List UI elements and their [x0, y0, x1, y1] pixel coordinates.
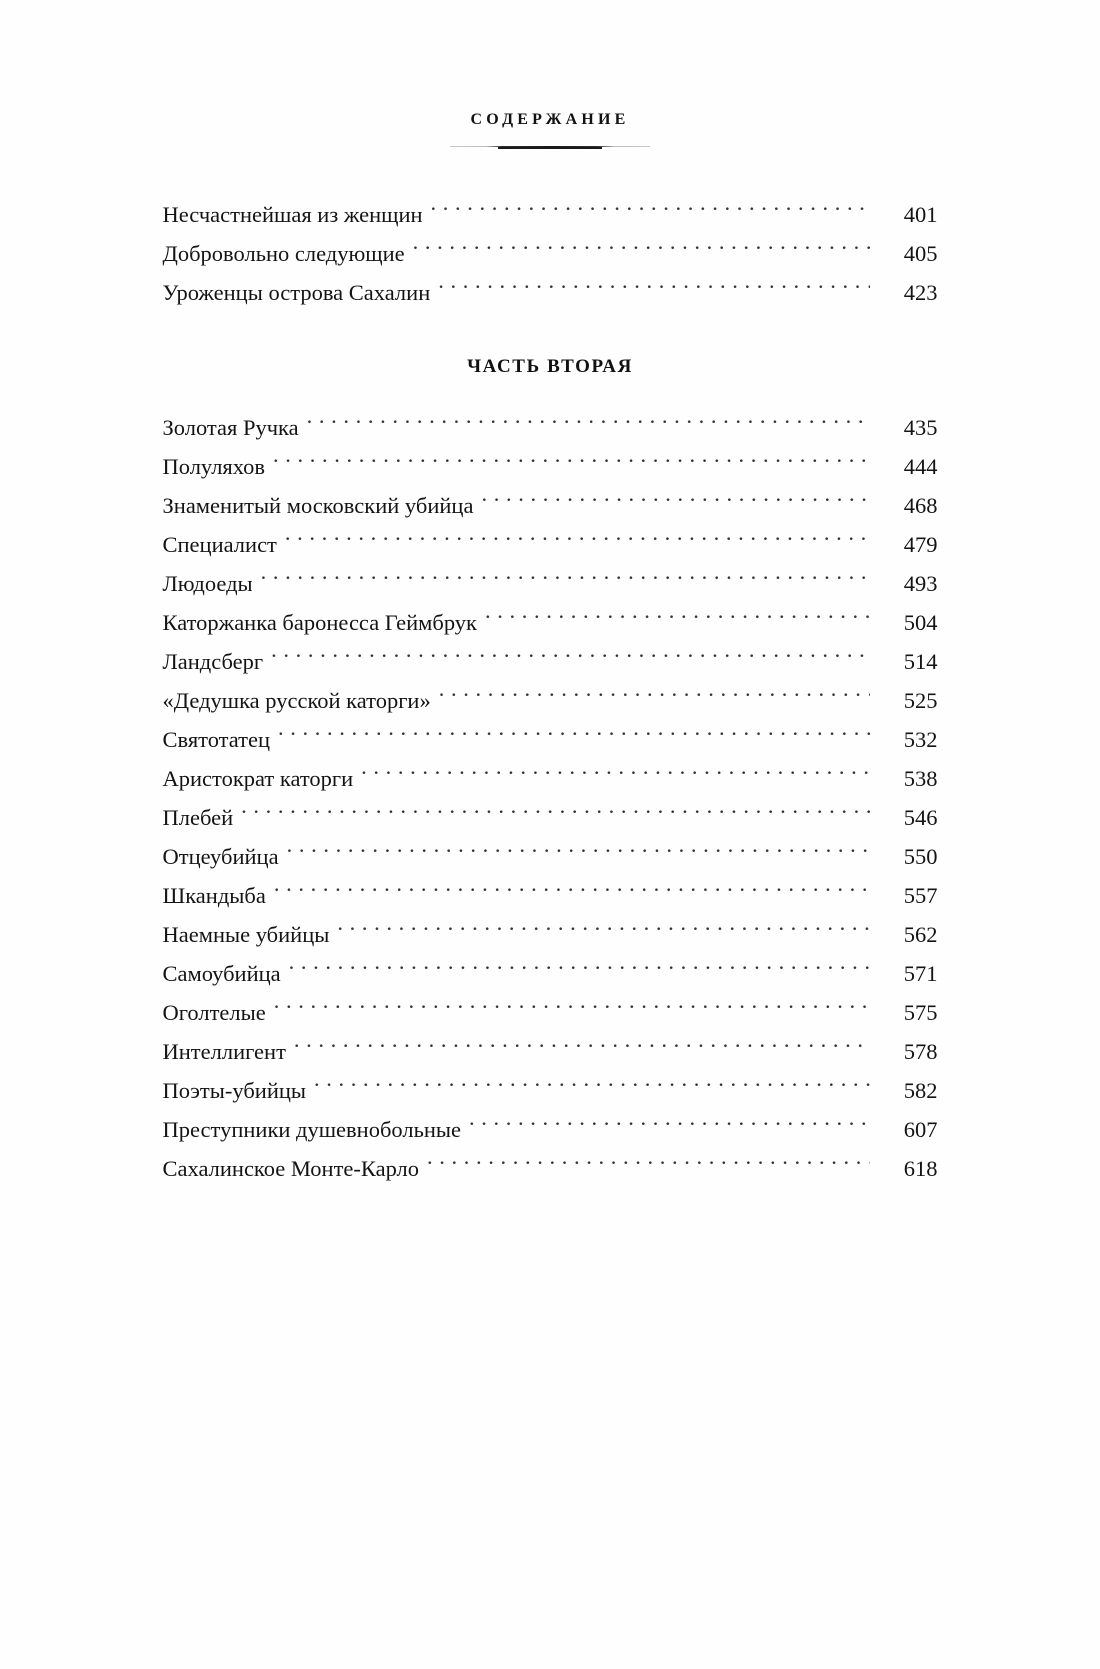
toc-entry-page: 550	[903, 844, 938, 869]
toc-entry-title: Святотатец	[162, 727, 271, 752]
toc-entry-leader	[289, 959, 870, 982]
toc-entry-leader	[438, 278, 869, 301]
toc-entry-title: «Дедушка русской каторги»	[162, 688, 431, 713]
toc-entry-page: 582	[903, 1078, 938, 1103]
toc-entry-title: Наемные убийцы	[162, 922, 330, 947]
toc-entry[interactable]	[163, 993, 938, 1032]
toc-entry-title: Шкандыба	[162, 883, 266, 908]
toc-entry-title: Плебей	[162, 805, 234, 830]
toc-entry[interactable]	[163, 837, 938, 876]
toc-entry-leader	[427, 1154, 869, 1177]
toc-entry-page: 401	[903, 202, 938, 227]
toc-entry-title: Отцеубийца	[162, 844, 279, 869]
toc-entry-leader	[271, 647, 869, 670]
toc-entry-title: Несчастнейшая из женщин	[162, 202, 423, 227]
toc-entry[interactable]	[163, 759, 938, 798]
toc-entry-title: Преступники душевнобольные	[162, 1117, 461, 1142]
part-heading: ЧАСТЬ ВТОРАЯ	[467, 356, 633, 377]
toc-entry-page: 444	[903, 454, 938, 479]
toc-entry-leader	[241, 803, 869, 826]
rule-thick-line	[498, 147, 602, 149]
toc-entry-title: Ландсберг	[162, 649, 264, 674]
header-decorative-rule	[450, 145, 650, 149]
toc-entry-page: 525	[903, 688, 938, 713]
toc-entry-page: 562	[903, 922, 938, 947]
toc-entry-page: 435	[903, 415, 938, 440]
toc-entry-page: 571	[903, 961, 938, 986]
toc-entry-page: 538	[903, 766, 938, 791]
toc-entry[interactable]	[163, 234, 938, 273]
toc-entry[interactable]	[163, 642, 938, 681]
page-title: СОДЕРЖАНИЕ	[470, 111, 630, 128]
toc-entry-page: 493	[903, 571, 938, 596]
toc-entry[interactable]	[163, 195, 938, 234]
toc-entry-page: 575	[903, 1000, 938, 1025]
toc-entry-page: 405	[903, 241, 938, 266]
toc-entry[interactable]	[163, 681, 938, 720]
toc-entry-page: 578	[903, 1039, 938, 1064]
toc-entry[interactable]	[163, 447, 938, 486]
toc-entry-leader	[337, 920, 869, 943]
toc-entry-page: 532	[903, 727, 938, 752]
toc-entry-title: Людоеды	[162, 571, 253, 596]
toc-entry[interactable]	[163, 273, 938, 312]
toc-entry-title: Уроженцы острова Сахалин	[162, 280, 431, 305]
toc-entry[interactable]	[163, 1032, 938, 1071]
toc-entry-leader	[469, 1115, 870, 1138]
toc-entry-leader	[361, 764, 869, 787]
toc-entry[interactable]	[163, 876, 938, 915]
toc-entry-page: 423	[903, 280, 938, 305]
toc-section-continued	[0, 195, 1100, 312]
toc-entry-title: Аристократ каторги	[162, 766, 354, 791]
toc-entry-title: Добровольно следующие	[162, 241, 405, 266]
toc-entry[interactable]	[163, 954, 938, 993]
toc-entry[interactable]	[163, 915, 938, 954]
toc-entry-leader	[314, 1076, 869, 1099]
toc-entry-title: Поэты-убийцы	[162, 1078, 307, 1103]
toc-entry-leader	[261, 569, 870, 592]
toc-entry-leader	[278, 725, 869, 748]
toc-entry-title: Оголтелые	[162, 1000, 266, 1025]
toc-entry-leader	[285, 530, 870, 553]
toc-entry-leader	[307, 413, 870, 436]
toc-entry-page: 479	[903, 532, 938, 557]
toc-entry-page: 468	[903, 493, 938, 518]
toc-entry-title: Сахалинское Монте-Карло	[162, 1156, 420, 1181]
toc-entry-title: Каторжанка баронесса Геймбрук	[162, 610, 477, 635]
toc-entry-leader	[287, 842, 870, 865]
toc-entry[interactable]	[163, 603, 938, 642]
toc-header	[0, 0, 1100, 149]
toc-entry[interactable]	[163, 1071, 938, 1110]
toc-entry-leader	[485, 608, 870, 631]
toc-entry-page: 607	[903, 1117, 938, 1142]
toc-entry[interactable]	[163, 1149, 938, 1188]
toc-entry-page: 514	[903, 649, 938, 674]
toc-entry-leader	[273, 452, 869, 475]
toc-entry-leader	[439, 686, 870, 709]
toc-entry-title: Самоубийца	[162, 961, 281, 986]
toc-entry-title: Специалист	[162, 532, 277, 557]
toc-entry[interactable]	[163, 1110, 938, 1149]
toc-entry[interactable]	[163, 720, 938, 759]
toc-entry-leader	[274, 881, 870, 904]
toc-entry-title: Интеллигент	[162, 1039, 286, 1064]
toc-entry[interactable]	[163, 798, 938, 837]
toc-entry-page: 618	[903, 1156, 938, 1181]
toc-entry-leader	[274, 998, 870, 1021]
toc-entry-page: 557	[903, 883, 938, 908]
toc-entry-leader	[294, 1037, 870, 1060]
toc-section-part-two	[0, 408, 1100, 1188]
toc-entry-leader	[413, 239, 870, 262]
toc-entry[interactable]	[163, 486, 938, 525]
toc-entry-leader	[431, 200, 870, 223]
toc-entry[interactable]	[163, 408, 938, 447]
toc-entry-title: Знаменитый московский убийца	[162, 493, 474, 518]
toc-entry-page: 504	[903, 610, 938, 635]
toc-entry-page: 546	[903, 805, 938, 830]
toc-entry-title: Золотая Ручка	[162, 415, 299, 440]
toc-entry-leader	[481, 491, 869, 514]
toc-entry[interactable]	[163, 525, 938, 564]
toc-entry-title: Полуляхов	[162, 454, 266, 479]
toc-entry[interactable]	[163, 564, 938, 603]
